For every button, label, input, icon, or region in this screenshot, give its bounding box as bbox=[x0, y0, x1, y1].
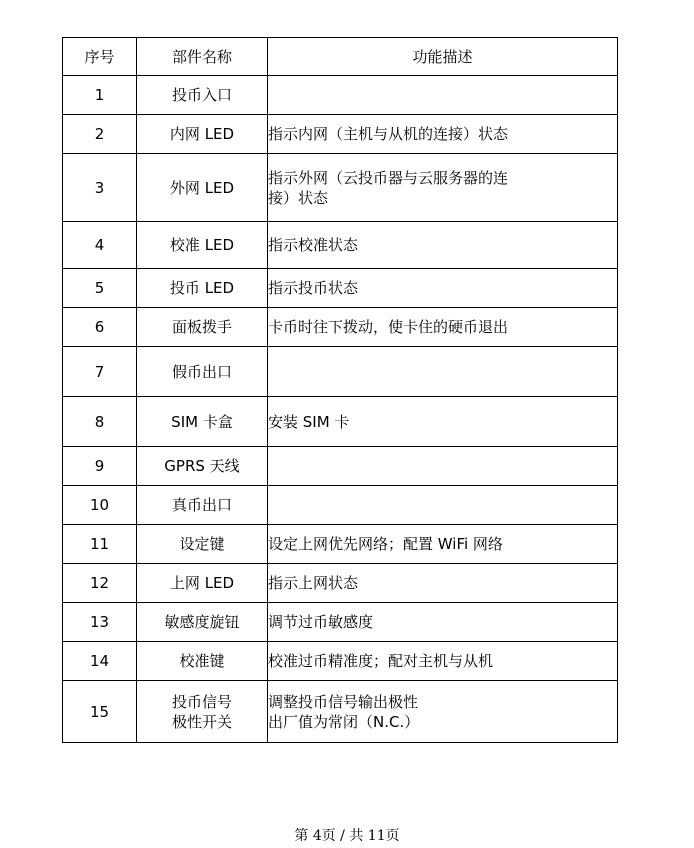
row-name: 真币出口 bbox=[137, 486, 268, 525]
row-name: SIM 卡盒 bbox=[137, 397, 268, 447]
row-index: 8 bbox=[63, 397, 137, 447]
row-desc: 指示投币状态 bbox=[268, 269, 618, 308]
row-index: 11 bbox=[63, 525, 137, 564]
row-desc: 校准过币精准度；配对主机与从机 bbox=[268, 642, 618, 681]
table-row bbox=[63, 397, 618, 447]
table-row bbox=[63, 564, 618, 603]
row-index: 9 bbox=[63, 447, 137, 486]
row-desc: 指示外网（云投币器与云服务器的连 接）状态 bbox=[268, 154, 618, 222]
row-name: 上网 LED bbox=[137, 564, 268, 603]
row-name: 内网 LED bbox=[137, 115, 268, 154]
table-row bbox=[63, 603, 618, 642]
row-index: 13 bbox=[63, 603, 137, 642]
row-index: 12 bbox=[63, 564, 137, 603]
document-page bbox=[62, 37, 617, 743]
row-desc: 指示上网状态 bbox=[268, 564, 618, 603]
row-index: 3 bbox=[63, 154, 137, 222]
row-name: 校准 LED bbox=[137, 222, 268, 269]
table-row bbox=[63, 222, 618, 269]
row-index: 15 bbox=[63, 681, 137, 743]
header-desc: 功能描述 bbox=[268, 38, 618, 76]
table-row bbox=[63, 347, 618, 397]
table-row bbox=[63, 76, 618, 115]
row-index: 2 bbox=[63, 115, 137, 154]
row-desc: 指示内网（主机与从机的连接）状态 bbox=[268, 115, 618, 154]
row-index: 6 bbox=[63, 308, 137, 347]
table-row bbox=[63, 486, 618, 525]
row-desc bbox=[268, 486, 618, 525]
table-row bbox=[63, 525, 618, 564]
row-name: GPRS 天线 bbox=[137, 447, 268, 486]
row-name: 设定键 bbox=[137, 525, 268, 564]
row-desc: 指示校准状态 bbox=[268, 222, 618, 269]
row-name: 投币 LED bbox=[137, 269, 268, 308]
table-header-row bbox=[63, 38, 618, 76]
row-name: 投币信号 极性开关 bbox=[137, 681, 268, 743]
table-row bbox=[63, 447, 618, 486]
row-index: 5 bbox=[63, 269, 137, 308]
row-desc: 设定上网优先网络；配置 WiFi 网络 bbox=[268, 525, 618, 564]
row-index: 10 bbox=[63, 486, 137, 525]
row-name: 敏感度旋钮 bbox=[137, 603, 268, 642]
row-desc bbox=[268, 447, 618, 486]
header-name: 部件名称 bbox=[137, 38, 268, 76]
row-name: 面板拨手 bbox=[137, 308, 268, 347]
row-index: 14 bbox=[63, 642, 137, 681]
row-desc: 调节过币敏感度 bbox=[268, 603, 618, 642]
table-row bbox=[63, 308, 618, 347]
row-name: 校准键 bbox=[137, 642, 268, 681]
row-index: 1 bbox=[63, 76, 137, 115]
parts-table bbox=[62, 37, 618, 743]
table-row bbox=[63, 681, 618, 743]
row-index: 4 bbox=[63, 222, 137, 269]
row-desc: 调整投币信号输出极性 出厂值为常闭（N.C.） bbox=[268, 681, 618, 743]
row-desc bbox=[268, 76, 618, 115]
row-name: 外网 LED bbox=[137, 154, 268, 222]
table-row bbox=[63, 115, 618, 154]
row-name: 投币入口 bbox=[137, 76, 268, 115]
row-index: 7 bbox=[63, 347, 137, 397]
row-desc: 安装 SIM 卡 bbox=[268, 397, 618, 447]
table-row bbox=[63, 269, 618, 308]
row-desc bbox=[268, 347, 618, 397]
table-row bbox=[63, 154, 618, 222]
row-name: 假币出口 bbox=[137, 347, 268, 397]
header-index: 序号 bbox=[63, 38, 137, 76]
row-desc: 卡币时往下拨动，使卡住的硬币退出 bbox=[268, 308, 618, 347]
table-row bbox=[63, 642, 618, 681]
page-number-footer: 第 4页 / 共 11页 bbox=[294, 828, 400, 844]
